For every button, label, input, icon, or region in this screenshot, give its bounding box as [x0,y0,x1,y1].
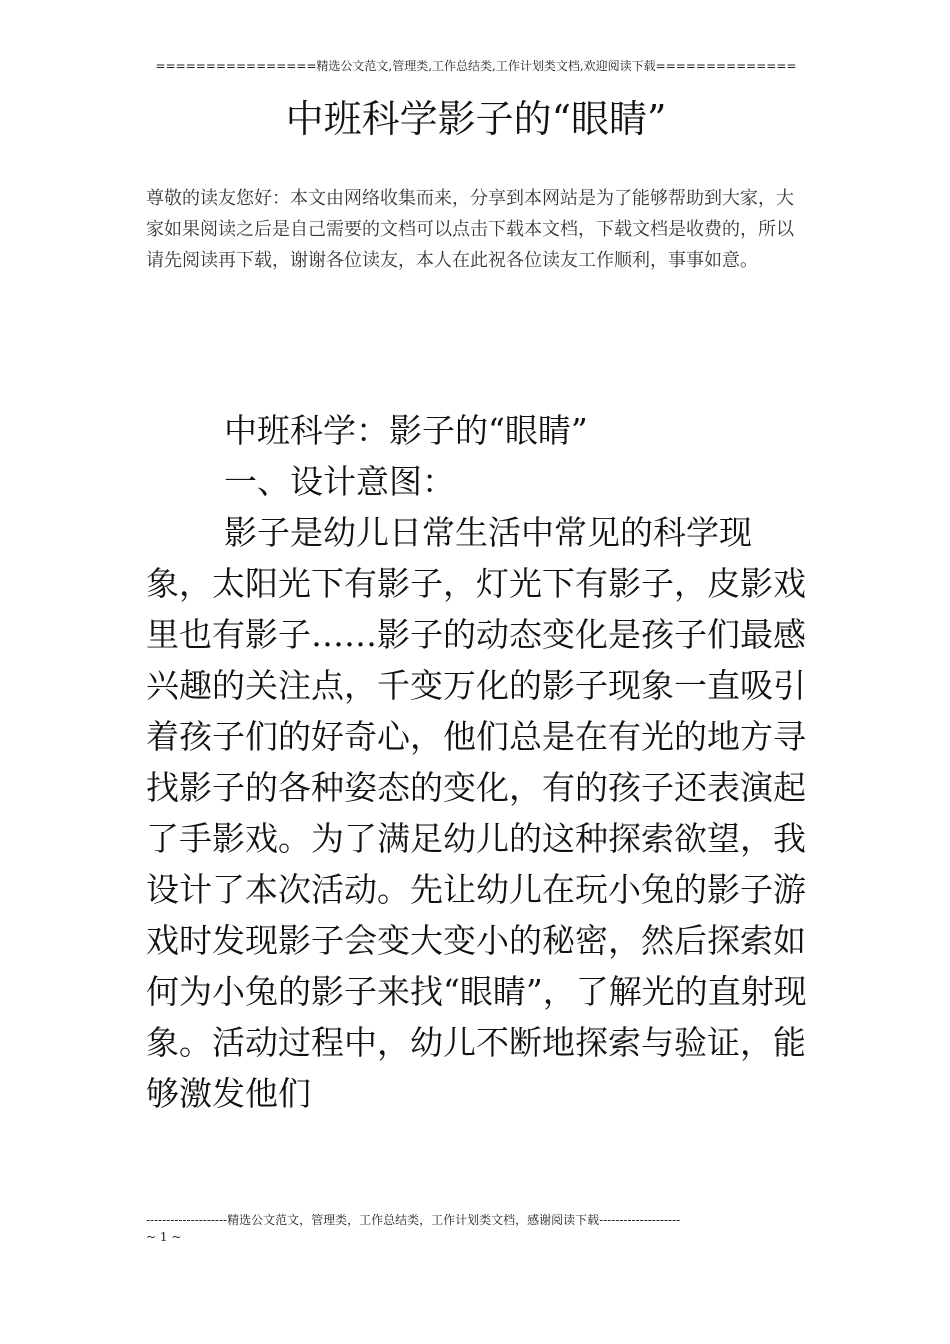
document-body [146,405,811,1119]
reader-notice: 尊敬的读友您好：本文由网络收集而来，分享到本网站是为了能够帮助到大家，大家如果阅读之后是自己需要的文档可以点击下载本文档，下载文档是收费的，所以请先阅读再下载，谢谢各位读友，本人在此祝各位读友工作顺利，事事如意。 [146,188,794,271]
page-number: ~ 1 ~ [146,1230,182,1244]
document-title: 中班科学影子的“眼睛” [285,97,667,141]
section-heading: 一、设计意图： [224,462,455,501]
footer-banner: --------------------精选公文范文，管理类，工作总结类，工作计划类文档，感谢阅读下载-------------------- [146,1213,681,1227]
header-banner: ================精选公文范文,管理类,工作总结类,工作计划类文档,欢迎阅读下载============== [155,59,797,73]
body-paragraph: 影子是幼儿日常生活中常见的科学现象，太阳光下有影子，灯光下有影子，皮影戏里也有影子……影子的动态变化是孩子们最感兴趣的关注点，千变万化的影子现象一直吸引着孩子们的好奇心，他们总是在有光的地方寻找影子的各种姿态的变化，有的孩子还表演起了手影戏。为了满足幼儿的这种探索欲望，我设计了本次活动。先让幼儿在玩小兔的影子游戏时发现影子会变大变小的秘密，然后探索如何为小兔的影子来找“眼睛”，了解光的直射现象。活动过程中，幼儿不断地探索与验证，能够激发他们 [146,513,807,1113]
body-subtitle: 中班科学：影子的“眼睛” [224,411,588,450]
